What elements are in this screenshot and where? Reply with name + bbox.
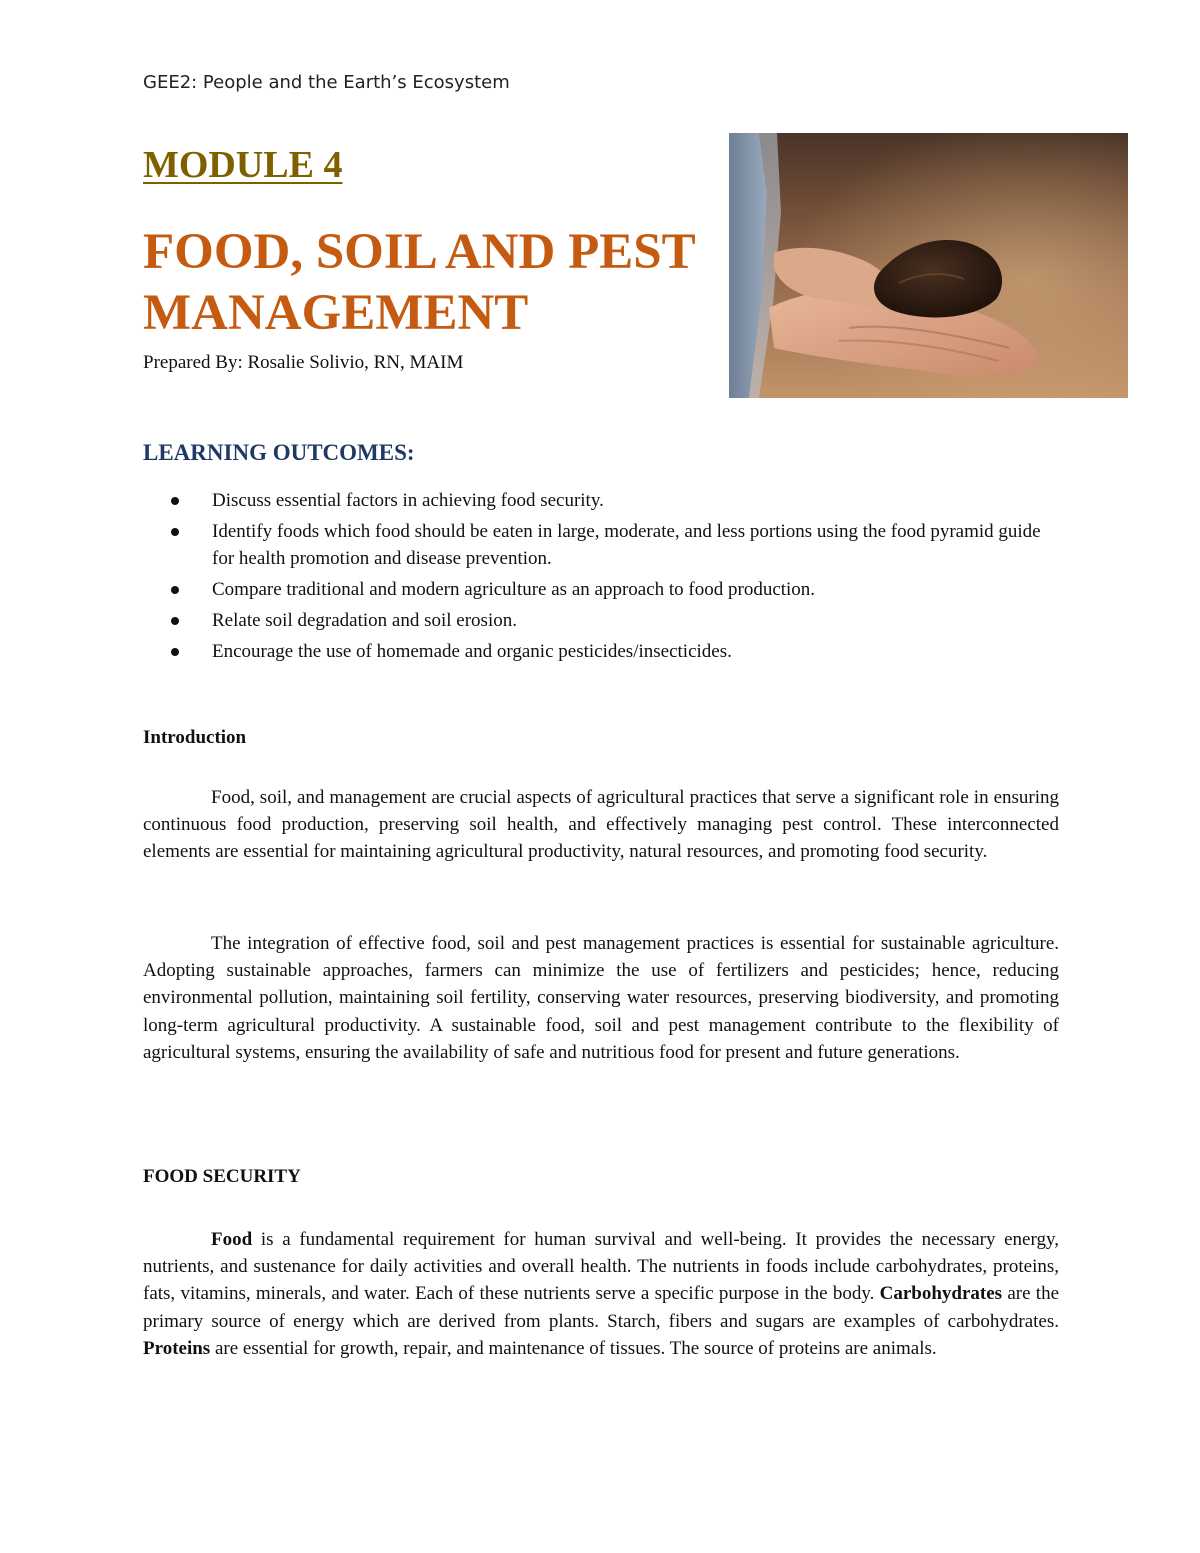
outcome-text: Discuss essential factors in achieving food security. xyxy=(212,490,604,511)
paragraph-text: are the primary source of energy which are derived from plants. Starch, fibers and sugars are examples of carbohydrates. xyxy=(143,1283,1060,1332)
learning-outcomes-list xyxy=(171,487,1061,669)
food-security-paragraph xyxy=(143,1226,1059,1362)
running-header: GEE2: People and the Earth’s Ecosystem xyxy=(143,72,510,93)
list-item xyxy=(171,487,1061,514)
bullet-icon xyxy=(171,648,179,656)
term-food: Food xyxy=(211,1229,253,1250)
list-item xyxy=(171,638,1061,665)
prepared-by: Prepared By: Rosalie Solivio, RN, MAIM xyxy=(143,352,464,373)
introduction-paragraph-2: The integration of effective food, soil and pest management practices is essential for sustainable agriculture. Adopting sustainable approaches, farmers can minimize the use of fertilizers and pesticides; hence, reducing environmental pollution, maintaining soil fertility, conserving water resources, preserving biodiversity, and promoting long-term agricultural productivity. A sustainable food, soil and pest management contribute to the flexibility of agricultural systems, ensuring the availability of safe and nutritious food for present and future generations. xyxy=(143,933,1059,1063)
term-carbohydrates: Carbohydrates xyxy=(879,1283,1003,1305)
list-item xyxy=(171,607,1061,634)
list-item xyxy=(171,576,1061,603)
outcome-text: Identify foods which food should be eaten in large, moderate, and less portions using the food pyramid guide for health promotion and disease prevention. xyxy=(212,521,1041,569)
module-title: FOOD, SOIL AND PEST MANAGEMENT xyxy=(143,224,695,341)
introduction-paragraph-1: Food, soil, and management are crucial aspects of agricultural practices that serve a significant role in ensuring continuous food production, preserving soil health, and effectively managing pest control. These interconnected elements are essential for maintaining agricultural productivity, natural resources, and promoting food security. xyxy=(143,787,1059,863)
module-label: MODULE 4 xyxy=(143,144,343,186)
outcome-text: Encourage the use of homemade and organic pesticides/insecticides. xyxy=(212,641,732,662)
bullet-icon xyxy=(171,586,179,594)
food-security-heading: FOOD SECURITY xyxy=(143,1166,301,1187)
term-proteins: Proteins xyxy=(143,1337,211,1359)
list-item xyxy=(171,518,1061,572)
outcome-text: Compare traditional and modern agriculture as an approach to food production. xyxy=(212,579,816,600)
outcome-text: Relate soil degradation and soil erosion. xyxy=(212,610,517,631)
hands-holding-soil-photo xyxy=(729,133,1128,398)
learning-outcomes-heading: LEARNING OUTCOMES: xyxy=(143,440,415,465)
bullet-icon xyxy=(171,497,179,505)
bullet-icon xyxy=(171,528,179,536)
paragraph-text: is a fundamental requirement for human survival and well-being. It provides the necessary energy, nutrients, and sustenance for daily activities and overall health. The nutrients in foods include carbohydrates, proteins, fats, vitamins, minerals, and water. Each of these nutrients serve a specific purpose in the body. xyxy=(143,1229,1059,1305)
introduction-heading: Introduction xyxy=(143,727,247,748)
paragraph-text: are essential for growth, repair, and maintenance of tissues. The source of proteins are animals. xyxy=(210,1337,937,1359)
bullet-icon xyxy=(171,617,179,625)
